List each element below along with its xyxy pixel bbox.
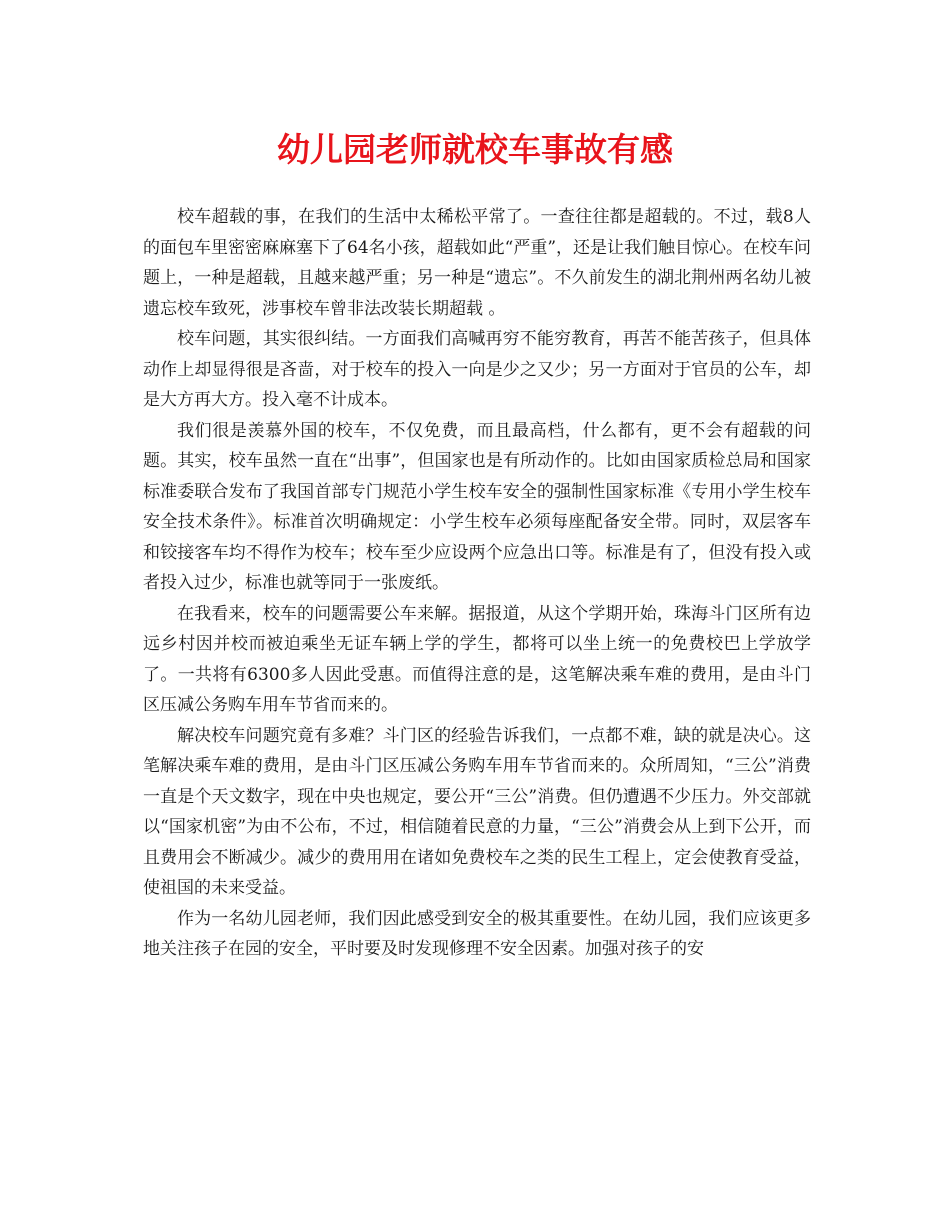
paragraph-4: 在我看来，校车的问题需要公车来解。据报道，从这个学期开始，珠海斗门区所有边远乡村因并校而被迫乘坐无证车辆上学的学生，都将可以坐上统一的免费校巴上学放学了。一共将有6300多人因此受惠。而值得注意的是，这笔解决乘车难的费用，是由斗门区压减公务购车用车节省而来的。 bbox=[143, 603, 811, 715]
document-title: 幼儿园老师就校车事故有感 bbox=[277, 130, 673, 169]
paragraph-2: 校车问题，其实很纠结。一方面我们高喊再穷不能穷教育，再苦不能苦孩子，但具体动作上却显得很是吝啬，对于校车的投入一向是少之又少；另一方面对于官员的公车，却是大方再大方。投入毫不计成本。 bbox=[143, 329, 811, 410]
document-body bbox=[143, 202, 811, 965]
paragraph-5: 解决校车问题究竟有多难？斗门区的经验告诉我们，一点都不难，缺的就是决心。这笔解决乘车难的费用，是由斗门区压减公务购车用车节省而来的。众所周知，“三公”消费一直是个天文数字，现在中央也规定，要公开“三公”消费。但仍遭遇不少压力。外交部就以“国家机密”为由不公布，不过，相信随着民意的力量，“三公”消费会从上到下公开，而且费用会不断减少。减少的费用用在诸如免费校车之类的民生工程上，定会使教育受益，使祖国的未来受益。 bbox=[143, 725, 811, 898]
paragraph-6: 作为一名幼儿园老师，我们因此感受到安全的极其重要性。在幼儿园，我们应该更多地关注孩子在园的安全，平时要及时发现修理不安全因素。加强对孩子的安 bbox=[143, 908, 811, 959]
paragraph-3: 我们很是羡慕外国的校车，不仅免费，而且最高档，什么都有，更不会有超载的问题。其实，校车虽然一直在“出事”，但国家也是有所动作的。比如由国家质检总局和国家标准委联合发布了我国首部专门规范小学生校车安全的强制性国家标准《专用小学生校车安全技术条件》。标准首次明确规定：小学生校车必须每座配备安全带。同时，双层客车和铰接客车均不得作为校车；校车至少应设两个应急出口等。标准是有了，但没有投入或者投入过少，标准也就等同于一张废纸。 bbox=[143, 420, 811, 593]
paragraph-1: 校车超载的事，在我们的生活中太稀松平常了。一查往往都是超载的。不过，载8人的面包车里密密麻麻塞下了64名小孩，超载如此“严重”，还是让我们触目惊心。在校车问题上，一种是超载，且越来越严重；另一种是“遗忘”。不久前发生的湖北荆州两名幼儿被遗忘校车致死，涉事校车曾非法改装长期超载 。 bbox=[143, 207, 812, 319]
